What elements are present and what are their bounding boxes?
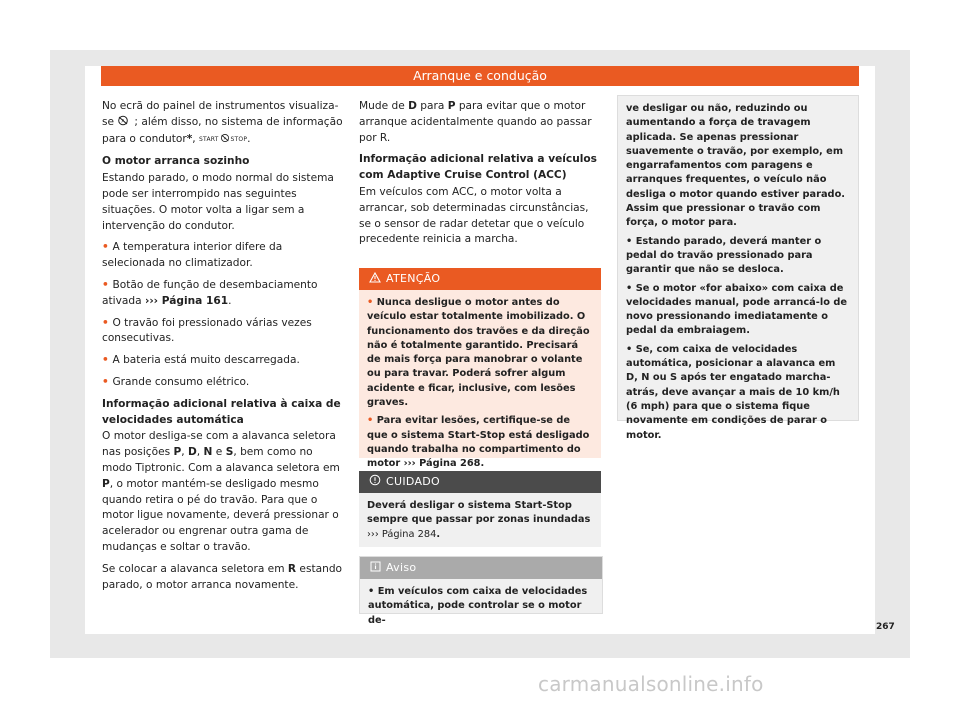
bullet-icon: • (102, 278, 113, 291)
bullet-icon: • (626, 235, 636, 247)
list-item: • Se o motor «for abaixo» com caixa de velocidades manual, pode arrancá-lo de novo pressionando imediatamente o pedal da embraiagem. (626, 282, 847, 337)
bullet-icon: • (367, 415, 377, 427)
notice-body (360, 579, 602, 636)
column-2 (359, 99, 601, 254)
paragraph-change-gear: Mude de D para P para evitar que o motor arranque acidentalmente quando ao passar por R. (359, 100, 592, 144)
list-item: • Se, com caixa de velocidades automática, posicionar a alavanca em D, N ou S após ter engatado marcha-atrás, deve avançar a mais de 10 km/h (6 mph) para que o sistema fique novamente em condições de parar o motor. (626, 343, 840, 441)
warning-body (359, 290, 601, 480)
list-item: • Em veículos com caixa de velocidades automática, pode controlar se o motor de- (368, 586, 588, 626)
bullet-icon: • (367, 297, 377, 308)
start-stop-icon (117, 115, 129, 132)
heading-acc: Informação adicional relativa a veículos com Adaptive Cruise Control (ACC) (359, 153, 597, 182)
notice-continuation-box (617, 95, 859, 441)
bullet-icon: • (626, 282, 636, 294)
svg-text:A: A (223, 136, 226, 141)
page-reference-link[interactable]: ››› Página 161 (144, 294, 229, 307)
warning-box (359, 268, 601, 470)
list-item: • Nunca desligue o motor antes do veículo estar totalmente imobilizado. O funcionamento dos travões e da direção não é totalmente garantido. Precisará de mais força para manobrar o volante ou para travar. Poderá sofrer algum acidente e ficar, inclusive, com lesões graves. (367, 297, 590, 409)
svg-text:A: A (121, 119, 125, 125)
stop-label: STOP (230, 135, 248, 143)
caution-body: Deverá desligar o sistema Start-Stop sempre que passar por zonas inundadas ››› Página 284. (367, 500, 591, 540)
warning-triangle-icon (369, 269, 381, 291)
section-header: Arranque e condução (101, 66, 859, 86)
bullet-icon: • (368, 586, 378, 597)
notice-box (359, 556, 603, 626)
paragraph-automatic-gearbox: O motor desliga-se com a alavanca seletora nas posições P, D, N e S, bem como no modo Tiptronic. Com a alavanca seletora em P, o motor mantém-se desligado mesmo quando retira o pé do travão. Para que o motor ligue novamente, deverá pressionar o acelerador ou engrenar outra gama de mudanças e soltar o travão. (102, 430, 340, 553)
exclamation-circle-icon (369, 472, 381, 494)
column-1 (102, 99, 343, 599)
intro-paragraph: No ecrã do painel de instrumentos visualiza-se A ; além disso, no sistema de informação para o condutor*, START A STOP. (102, 99, 343, 148)
list-item: • Grande consumo elétrico. (102, 375, 250, 388)
notice-continuation-body (618, 96, 858, 453)
bullet-icon: • (626, 343, 636, 355)
warning-header: ATENÇÃO (359, 268, 601, 290)
caution-box (359, 471, 601, 547)
start-label: START (199, 135, 219, 143)
watermark: carmanualsonline.info (538, 672, 764, 696)
page-reference-link[interactable]: ››› Página 268 (403, 458, 481, 470)
list-item: • O travão foi pressionado várias vezes consecutivas. (102, 316, 312, 345)
list-item: • A temperatura interior difere da selecionada no climatizador. (102, 241, 283, 270)
page-number: 267 (876, 622, 895, 632)
info-icon (370, 558, 381, 580)
list-item: • A bateria está muito descarregada. (102, 354, 300, 367)
bullet-icon: • (102, 375, 113, 388)
start-stop-icon-small (220, 133, 230, 149)
bullet-icon: • (102, 241, 113, 254)
caution-header: CUIDADO (359, 471, 601, 493)
bullet-icon: • (102, 354, 113, 367)
list-item: • Para evitar lesões, certifique-se de que o sistema Start-Stop está desligado quando trabalha no compartimento do motor ››› Página 268. (367, 415, 590, 470)
paragraph-engine-starts: Estando parado, o modo normal do sistema pode ser interrompido nas seguintes situações. O motor volta a ligar sem a intervenção do condutor. (102, 172, 334, 232)
notice-header: Aviso (360, 557, 602, 579)
paragraph-reverse: Se colocar a alavanca seletora em R estando parado, o motor arranca novamente. (102, 562, 343, 591)
paragraph-continuation: ve desligar ou não, reduzindo ou aumentando a força de travagem aplicada. Se apenas pressionar suavemente o travão, por exemplo, em engarrafamentos com paragens e arranques frequentes, o veículo não desliga o motor quando estiver parado. Assim que pressionar o travão com força, o motor para. (626, 103, 846, 229)
page-reference-link[interactable]: ››› Página 284 (367, 528, 437, 540)
heading-engine-starts: O motor arranca sozinho (102, 155, 250, 168)
bullet-icon: • (102, 316, 113, 329)
paragraph-acc: Em veículos com ACC, o motor volta a arrancar, sob determinadas circunstâncias, se o sensor de radar detetar que o veículo precedente reinicia a marcha. (359, 185, 589, 246)
heading-automatic-gearbox: Informação adicional relativa à caixa de velocidades automática (102, 397, 341, 426)
list-item: • Botão de função de desembaciamento ativada ››› Página 161. (102, 278, 318, 307)
list-item: • Estando parado, deverá manter o pedal do travão pressionado para garantir que não se desloca. (626, 235, 822, 276)
